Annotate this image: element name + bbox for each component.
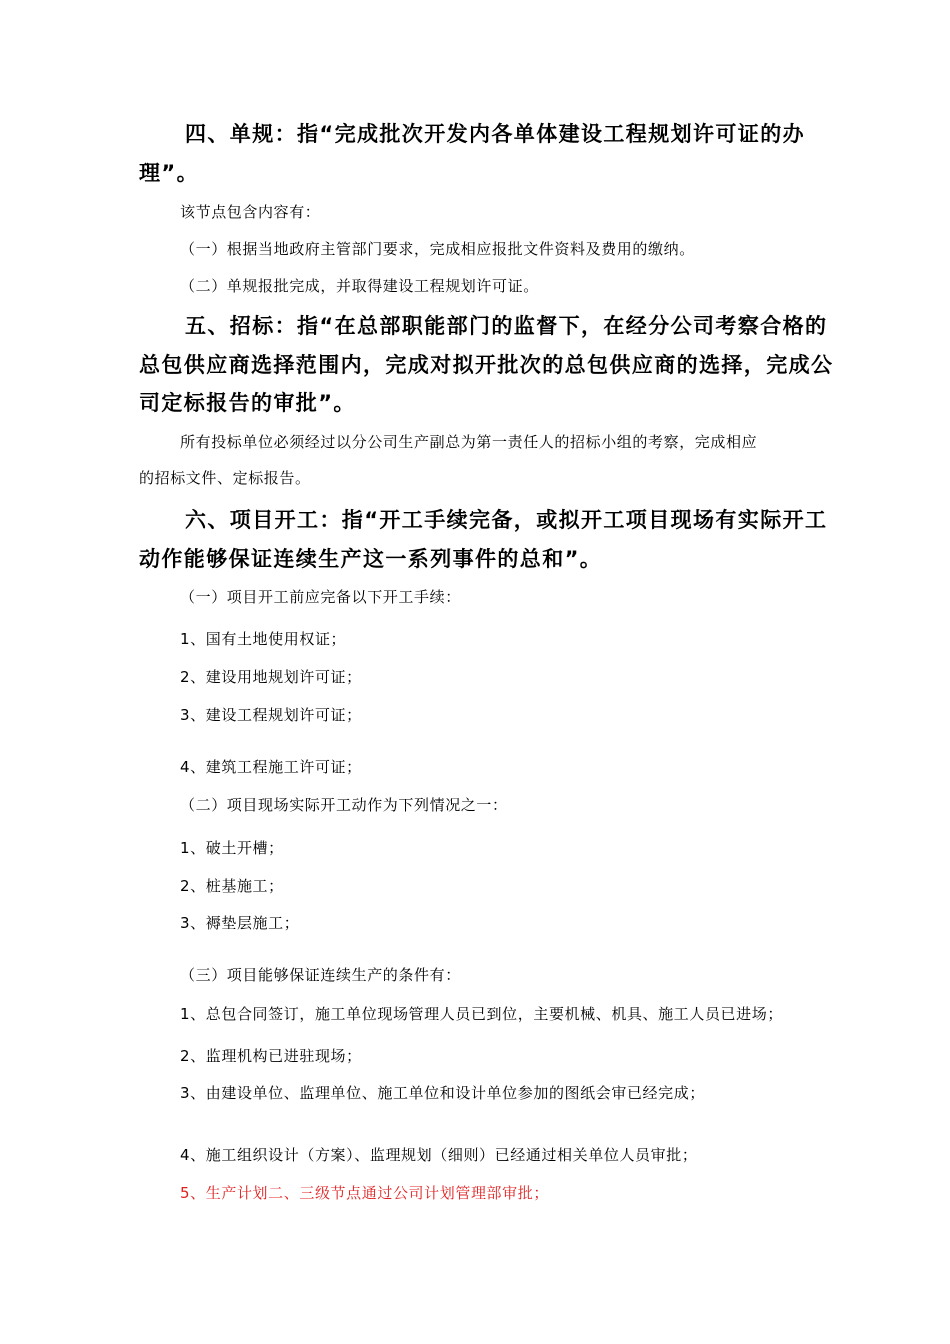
section6-sub1-title: （一）项目开工前应完备以下开工手续：: [180, 588, 461, 606]
section5-body-line1: 所有投标单位必须经过以分公司生产副总为第一责任人的招标小组的考察，完成相应: [180, 433, 758, 451]
section6-sub1-item: 1、国有土地使用权证；: [180, 630, 347, 648]
section6-sub3-item: 1、总包合同签订，施工单位现场管理人员已到位，主要机械、机具、施工人员已进场；: [180, 1005, 783, 1023]
section5-heading-line1: 五、招标：指“在总部职能部门的监督下，在经分公司考察合格的: [185, 314, 828, 338]
section6-sub3-item: 2、监理机构已进驻现场；: [180, 1047, 362, 1065]
section4-intro: 该节点包含内容有：: [180, 203, 321, 221]
section6-sub2-title: （二）项目现场实际开工动作为下列情况之一：: [180, 796, 508, 814]
section6-sub3-item: 4、施工组织设计（方案）、监理规划（细则）已经通过相关单位人员审批；: [180, 1146, 698, 1164]
section6-heading-line2: 动作能够保证连续生产这一系列事件的总和”。: [139, 547, 603, 571]
section6-heading-line1: 六、项目开工：指“开工手续完备，或拟开工项目现场有实际开工: [185, 508, 828, 532]
section6-sub3-item: 3、由建设单位、监理单位、施工单位和设计单位参加的图纸会审已经完成；: [180, 1084, 705, 1102]
section6-sub1-item: 4、建筑工程施工许可证；: [180, 758, 362, 776]
section4-item1: （一）根据当地政府主管部门要求，完成相应报批文件资料及费用的缴纳。: [180, 240, 695, 258]
section6-sub2-item: 2、桩基施工；: [180, 877, 284, 895]
section4-item2: （二）单规报批完成，并取得建设工程规划许可证。: [180, 277, 539, 295]
section6-sub3-item-highlighted: 5、生产计划二、三级节点通过公司计划管理部审批；: [180, 1184, 549, 1202]
section6-sub2-item: 3、褥垫层施工；: [180, 914, 300, 932]
section5-heading-line2: 总包供应商选择范围内，完成对拟开批次的总包供应商的选择，完成公: [139, 353, 834, 377]
section6-sub1-item: 3、建设工程规划许可证；: [180, 706, 362, 724]
section6-sub1-item: 2、建设用地规划许可证；: [180, 668, 362, 686]
section4-heading-line2: 理”。: [139, 161, 200, 185]
section6-sub3-title: （三）项目能够保证连续生产的条件有：: [180, 966, 461, 984]
section4-heading-line1: 四、单规：指“完成批次开发内各单体建设工程规划许可证的办: [185, 122, 805, 146]
section5-body-line2: 的招标文件、定标报告。: [139, 469, 311, 487]
section6-sub2-item: 1、破土开槽；: [180, 839, 284, 857]
section5-heading-line3: 司定标报告的审批”。: [139, 391, 356, 415]
